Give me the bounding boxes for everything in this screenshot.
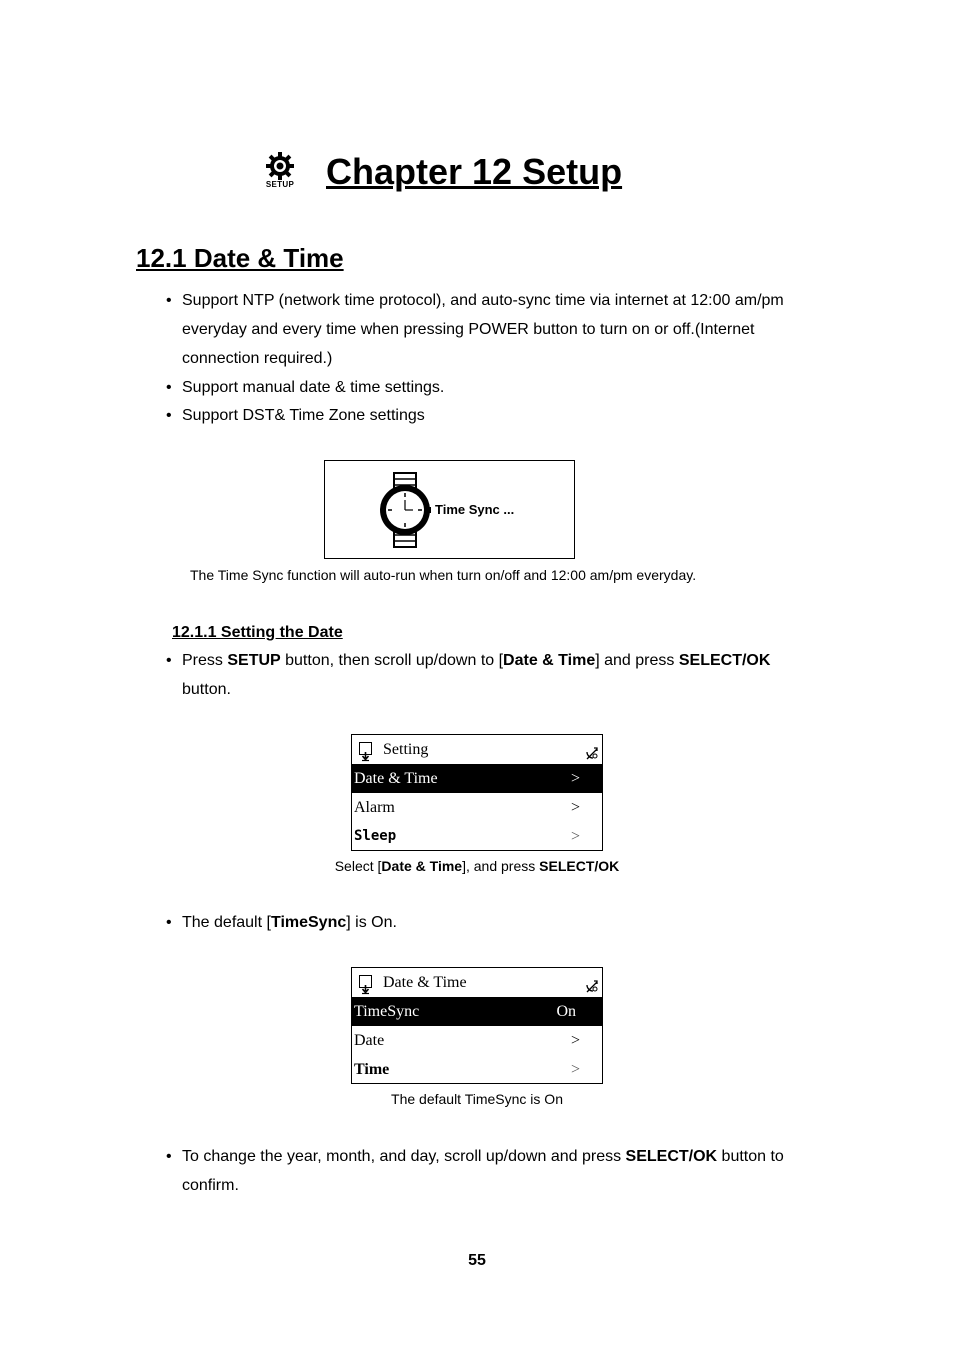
time-sync-label: Time Sync ... — [435, 502, 515, 517]
date-time-screen — [351, 967, 603, 1084]
bullet-text: connection required.) — [182, 350, 333, 367]
menu-row-label: Date — [354, 1032, 385, 1049]
menu-row-label: Sleep — [354, 828, 397, 844]
intro-bullet-3 — [166, 401, 826, 430]
setup-icon-label: SETUP — [265, 180, 295, 189]
bullet-text: everyday and every time when pressing POWER button to turn on or off.(Internet — [182, 321, 755, 338]
bullet-dot: • — [166, 652, 172, 669]
step-3-bullet — [166, 1142, 826, 1200]
menu-row-label: Time — [354, 1061, 390, 1078]
setting-caption: Select [Date & Time], and press SELECT/OK — [334, 858, 620, 874]
step-2-text: The default [TimeSync] is On. — [182, 914, 397, 931]
page-number: 55 — [468, 1252, 486, 1269]
down-arrow-icon — [359, 742, 372, 755]
bullet-dot: • — [166, 1148, 172, 1165]
bullet-dot: • — [166, 407, 172, 424]
step-1-bullet — [166, 646, 826, 704]
chevron-right-icon: > — [570, 799, 580, 816]
menu-row-sleep[interactable] — [352, 822, 602, 851]
menu-row-time[interactable] — [352, 1055, 602, 1084]
menu-row-timesync[interactable] — [352, 997, 602, 1026]
step-3-text: To change the year, month, and day, scroll up/down and press SELECT/OK button to — [182, 1148, 784, 1165]
screen-header — [352, 968, 602, 997]
screen-header-title: Date & Time — [383, 974, 467, 991]
section-title: 12.1 Date & Time — [136, 243, 344, 273]
menu-row-label: Date & Time — [354, 770, 438, 787]
menu-row-date-time[interactable] — [352, 764, 602, 793]
intro-bullet-1 — [166, 286, 826, 373]
menu-row-value: On — [556, 1003, 576, 1020]
time-sync-caption: The Time Sync function will auto-run when turn on/off and 12:00 am/pm everyday. — [190, 567, 697, 583]
bullet-dot: • — [166, 914, 172, 931]
down-arrow-icon — [359, 975, 372, 988]
chevron-right-icon: > — [570, 770, 580, 787]
chapter-title: Chapter 12 Setup — [326, 151, 623, 192]
time-sync-screen — [324, 460, 575, 559]
menu-row-label: Alarm — [354, 799, 395, 816]
menu-row-alarm[interactable] — [352, 793, 602, 822]
bullet-text: Support manual date & time settings. — [182, 379, 445, 396]
menu-row-date[interactable] — [352, 1026, 602, 1055]
chevron-right-icon: > — [570, 1061, 580, 1078]
bullet-dot: • — [166, 379, 172, 396]
chevron-right-icon: > — [570, 828, 580, 845]
subsection-title: 12.1.1 Setting the Date — [172, 624, 343, 641]
setting-screen — [351, 734, 603, 851]
step-3-text-continued: confirm. — [182, 1177, 239, 1194]
bullet-dot: • — [166, 292, 172, 309]
bullet-text: Support NTP (network time protocol), and auto-sync time via internet at 12:00 am/pm — [182, 292, 784, 309]
screen-header — [352, 735, 602, 764]
menu-row-label: TimeSync — [354, 1003, 420, 1020]
date-time-caption: The default TimeSync is On — [391, 1091, 563, 1107]
bullet-text: Support DST& Time Zone settings — [182, 407, 425, 424]
watch-icon — [379, 471, 431, 549]
intro-bullet-2 — [166, 373, 826, 402]
step-2-bullet — [166, 908, 826, 937]
screen-header-title: Setting — [383, 741, 429, 758]
step-1-text-continued: button. — [182, 681, 231, 698]
chevron-right-icon: > — [570, 1032, 580, 1049]
step-1-text: Press SETUP button, then scroll up/down to [Date & Time] and press SELECT/OK — [182, 652, 771, 669]
setup-gear-icon — [262, 152, 298, 192]
